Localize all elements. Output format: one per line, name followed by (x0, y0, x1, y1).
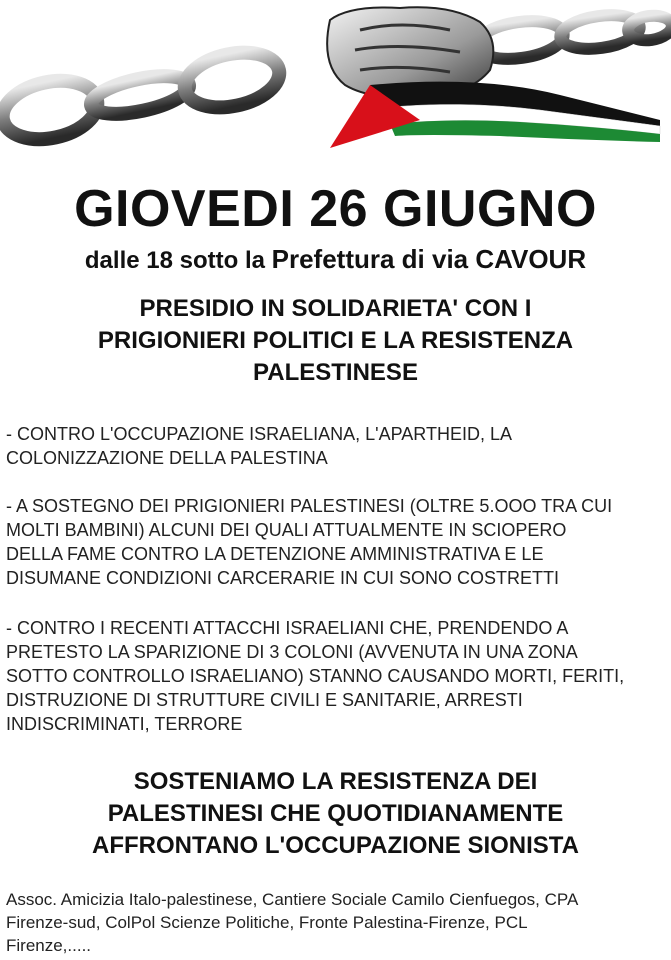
event-title (20, 293, 651, 389)
signers-line: Assoc. Amicizia Italo-palestinese, Cantiere Sociale Camilo Cienfuegos, CPA (6, 890, 579, 909)
slogan-line: AFFRONTANO L'OCCUPAZIONE SIONISTA (91, 832, 580, 859)
point-occupation (6, 422, 666, 470)
point-line: - A SOSTEGNO DEI PRIGIONIERI PALESTINESI (OLTRE 5.OOO TRA CUI (6, 496, 613, 516)
point-line: DELLA FAME CONTRO LA DETENZIONE AMMINISTRATIVA E LE (6, 544, 544, 564)
banner-illustration (0, 0, 671, 160)
point-line: INDISCRIMINATI, TERRORE (6, 714, 243, 734)
point-line: SOTTO CONTROLLO ISRAELIANO) STANNO CAUSANDO MORTI, FERITI, (6, 666, 625, 686)
date-headline: GIOVEDI 26 GIUGNO (74, 180, 597, 238)
time-place-line (0, 244, 671, 276)
point-line: MOLTI BAMBINI) ALCUNI DEI QUALI ATTUALMENTE IN SCIOPERO (6, 520, 567, 540)
slogan-line: PALESTINESI CHE QUOTIDIANAMENTE (107, 800, 564, 827)
signers-line: Firenze-sud, ColPol Scienze Politiche, Fronte Palestina-Firenze, PCL (6, 913, 528, 932)
signers-list (6, 888, 656, 957)
signers-line: Firenze,..... (6, 936, 92, 955)
point-line: DISUMANE CONDIZIONI CARCERARIE IN CUI SONO COSTRETTI (6, 568, 560, 588)
palestine-flag-wave (330, 82, 660, 148)
point-line: PRETESTO LA SPARIZIONE DI 3 COLONI (AVVENUTA IN UNA ZONA (6, 642, 578, 662)
point-line: - CONTRO I RECENTI ATTACCHI ISRAELIANI CHE, PRENDENDO A (6, 618, 569, 638)
chain-links-left (0, 45, 284, 148)
slogan-line: SOSTENIAMO LA RESISTENZA DEI (133, 768, 538, 795)
chain-links-right (474, 11, 671, 64)
chain-fist-flag-image (0, 0, 671, 160)
point-line: DISTRUZIONE DI STRUTTURE CIVILI E SANITARIE, ARRESTI (6, 690, 523, 710)
closing-slogan (20, 766, 651, 862)
title-line: PALESTINESE (253, 359, 418, 386)
article: la (244, 247, 265, 274)
place: Prefettura di via CAVOUR (271, 244, 587, 274)
point-line: COLONIZZAZIONE DELLA PALESTINA (6, 448, 328, 468)
title-line: PRIGIONIERI POLITICI E LA RESISTENZA (97, 327, 574, 354)
time-prefix: dalle 18 sotto (84, 247, 239, 274)
point-attacks (6, 616, 666, 736)
point-prisoners (6, 494, 666, 590)
title-line: PRESIDIO IN SOLIDARIETA' CON I (139, 295, 532, 322)
point-line: - CONTRO L'OCCUPAZIONE ISRAELIANA, L'APARTHEID, LA (6, 424, 512, 444)
